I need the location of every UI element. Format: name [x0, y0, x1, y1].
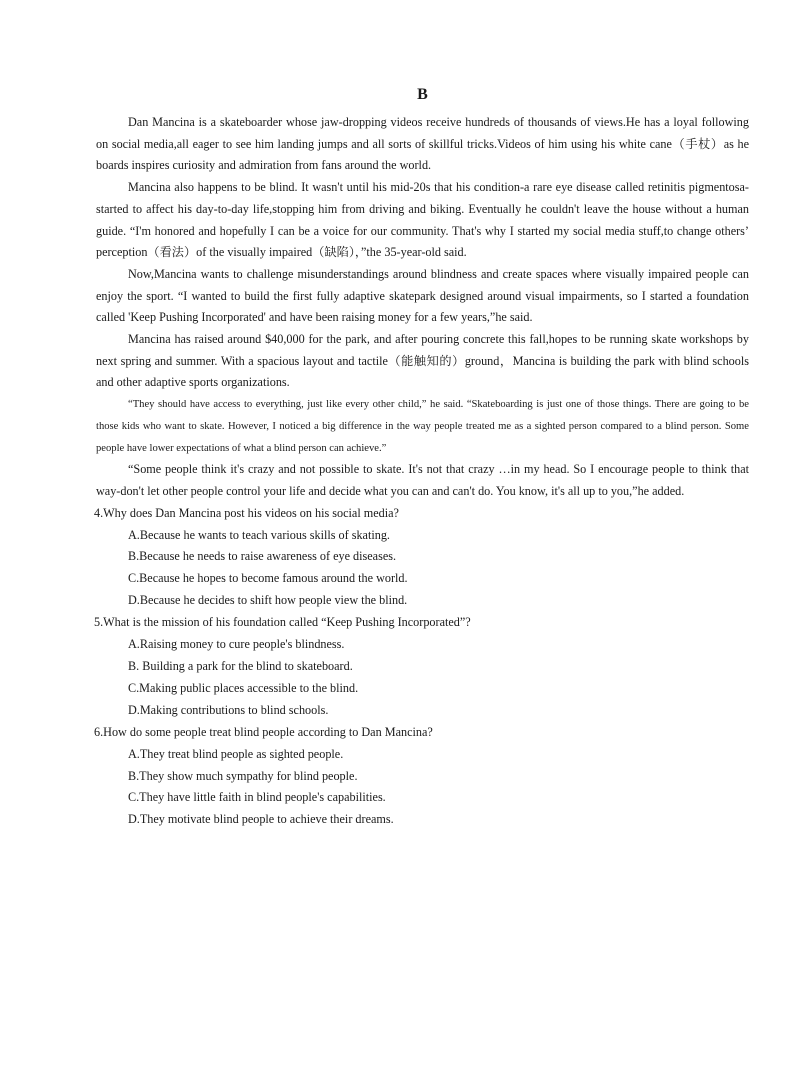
option-b: B. Building a park for the blind to skateboard. [128, 659, 353, 673]
paragraph: Dan Mancina is a skateboarder whose jaw-dropping videos receive hundreds of thousands of views.He has a loyal following on social media,all eager to see him landing jumps and all sorts of skillful tricks.Videos of him using his white cane（手杖）as he boards inspires curiosity and admiration from fans around the world. [96, 115, 749, 173]
option-d: D.Because he decides to shift how people view the blind. [128, 593, 408, 608]
question-6 [96, 722, 749, 832]
section-title: B [417, 86, 428, 103]
question-5 [96, 612, 749, 722]
question-stem: 5.What is the mission of his foundation called “Keep Pushing Incorporated”? [94, 615, 471, 630]
question-4 [96, 503, 749, 613]
option-a: A.Raising money to cure people's blindness. [128, 637, 345, 652]
paragraph: Now,Mancina wants to challenge misunderstandings around blindness and create spaces where visually impaired people can enjoy the sport. “I wanted to build the first fully adaptive skatepark designed around visual impairments, so I started a foundation called 'Keep Pushing Incorporated' and have been raising money for a few years,”he said. [96, 266, 749, 325]
option-b: B.They show much sympathy for blind people. [128, 768, 358, 783]
option-d: D.Making contributions to blind schools. [128, 702, 329, 717]
option-c: C.Making public places accessible to the blind. [128, 680, 359, 695]
option-d: D.They motivate blind people to achieve their dreams. [128, 812, 394, 827]
question-stem: 6.How do some people treat blind people according to Dan Mancina? [94, 724, 433, 739]
paragraph: “Some people think it's crazy and not possible to skate. It's not that crazy …in my head. So I encourage people to think that way-don't let other people control your life and decide what you can and can't do. You know, it's all up to you,”he added. [96, 462, 749, 498]
paragraph: Mancina has raised around $40,000 for the park, and after pouring concrete this fall,hopes to be running skate workshops by next spring and summer. With a spacious layout and tactile（能触知的）ground，Mancina is building the park with blind schools and other adaptive sports organizations. [96, 332, 749, 390]
option-c: C.They have little faith in blind people's capabilities. [128, 790, 386, 805]
option-a: A.They treat blind people as sighted people. [128, 746, 344, 761]
option-a: A.Because he wants to teach various skills of skating. [128, 527, 390, 542]
paragraph: Mancina also happens to be blind. It wasn't until his mid-20s that his condition-a rare eye disease called retinitis pigmentosa-started to affect his day-to-day life,stopping him from driving and biking. Eventually he couldn't leave the house without a human guide. “I'm honored and hopefully I can be a voice for our community. That's why I started my social media stuff,to change others’ perception（看法）of the visually impaired（缺陷），”the 35-year-old said. [96, 180, 749, 260]
quote-paragraph: “They should have access to everything, just like every other child,” he said. “Skateboarding is just one of those things. There are going to be those kids who want to skate. However, I noticed a big difference in the way people treated me as a sighted person compared to a blind person. Some people have lower expectations of what a blind person can achieve.” [96, 399, 749, 454]
question-stem: 4.Why does Dan Mancina post his videos on his social media? [94, 505, 399, 520]
option-b: B.Because he needs to raise awareness of eye diseases. [128, 549, 397, 564]
option-c: C.Because he hopes to become famous around the world. [128, 571, 408, 586]
document-page [96, 84, 749, 831]
